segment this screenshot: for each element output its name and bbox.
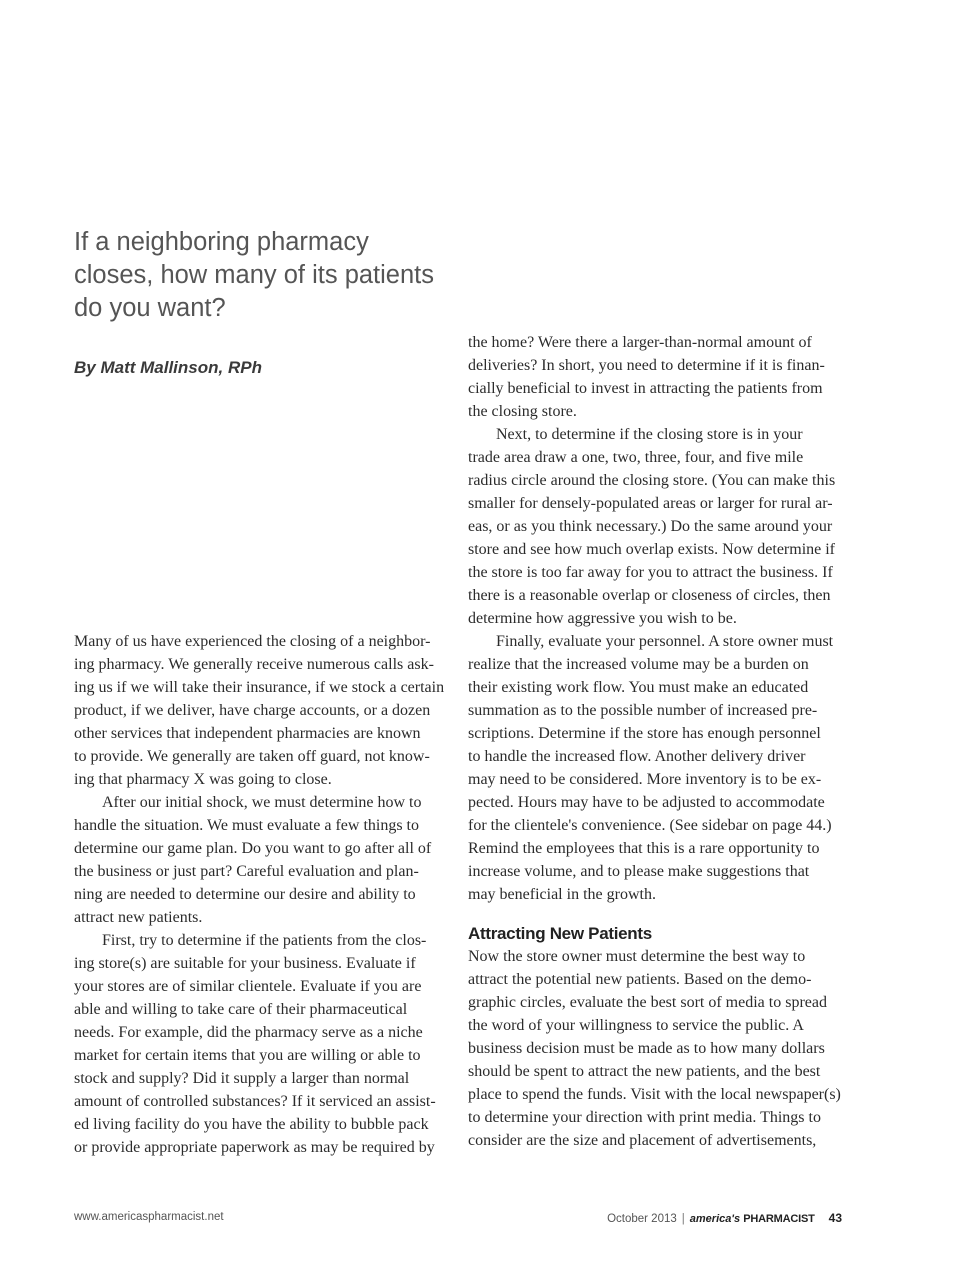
text-line: ning are needed to determine our desire and ability to bbox=[74, 886, 416, 903]
text-line: Now the store owner must determine the best way to bbox=[468, 948, 806, 965]
text-line: graphic circles, evaluate the best sort of media to spread bbox=[468, 994, 827, 1011]
text-line: their existing work flow. You must make an educated bbox=[468, 679, 809, 696]
text-line: should be spent to attract the new patients, and the best bbox=[468, 1063, 821, 1080]
text-line: First, try to determine if the patients from the clos- bbox=[102, 932, 427, 949]
text-line: place to spend the funds. Visit with the local newspaper(s) bbox=[468, 1086, 841, 1103]
body-paragraph bbox=[468, 423, 843, 630]
body-paragraph bbox=[74, 929, 449, 1159]
text-line: able and willing to take care of their pharmaceutical bbox=[74, 1001, 408, 1018]
text-line: to determine your direction with print media. Things to bbox=[468, 1109, 821, 1126]
website-url: www.americaspharmacist.net bbox=[74, 1211, 224, 1223]
issue-date: October 2013 bbox=[607, 1213, 677, 1225]
text-line: realize that the increased volume may be a burden on bbox=[468, 656, 809, 673]
text-line: deliveries? In short, you need to determine if it is finan- bbox=[468, 357, 825, 374]
text-line: or provide appropriate paperwork as may be required by bbox=[74, 1139, 435, 1156]
text-line: Many of us have experienced the closing of a neighbor- bbox=[74, 633, 431, 650]
text-line: ing that pharmacy X was going to close. bbox=[74, 771, 332, 788]
body-paragraph bbox=[74, 791, 449, 929]
text-line: Next, to determine if the closing store is in your bbox=[496, 426, 803, 443]
text-line: stock and supply? Did it supply a larger than normal bbox=[74, 1070, 410, 1087]
headline-line: closes, how many of its patients bbox=[74, 261, 435, 289]
text-line: consider are the size and placement of advertisements, bbox=[468, 1132, 817, 1149]
footer-separator: | bbox=[681, 1213, 685, 1225]
text-line: the closing store. bbox=[468, 403, 577, 420]
text-line: to handle the increased flow. Another delivery driver bbox=[468, 748, 806, 765]
text-line: the business or just part? Careful evaluation and plan- bbox=[74, 863, 419, 880]
text-line: your stores are of similar clientele. Evaluate if you are bbox=[74, 978, 422, 995]
body-paragraph bbox=[468, 630, 843, 906]
body-paragraph bbox=[74, 630, 449, 791]
text-line: trade area draw a one, two, three, four, and five mile bbox=[468, 449, 804, 466]
text-line: attract new patients. bbox=[74, 909, 203, 926]
text-line: for the clientele's convenience. (See sidebar on page 44.) bbox=[468, 817, 832, 834]
magazine-brand-italic: america's bbox=[689, 1213, 741, 1225]
text-line: handle the situation. We must evaluate a few things to bbox=[74, 817, 419, 834]
text-line: the home? Were there a larger-than-normal amount of bbox=[468, 334, 812, 351]
text-line: eas, or as you think necessary.) Do the same around your bbox=[468, 518, 833, 535]
text-line: business decision must be made as to how many dollars bbox=[468, 1040, 825, 1057]
page-footer bbox=[0, 1211, 960, 1231]
text-line: ing store(s) are suitable for your business. Evaluate if bbox=[74, 955, 416, 972]
text-line: determine our game plan. Do you want to go after all of bbox=[74, 840, 432, 857]
text-line: other services that independent pharmacies are known bbox=[74, 725, 421, 742]
text-line: ing pharmacy. We generally receive numerous calls ask- bbox=[74, 656, 434, 673]
text-line: attract the potential new patients. Based on the demo- bbox=[468, 971, 812, 988]
right-column bbox=[468, 331, 843, 1152]
text-line: there is a reasonable overlap or closeness of circles, then bbox=[468, 587, 831, 604]
magazine-brand-bold: PHARMACIST bbox=[743, 1213, 815, 1225]
page-number: 43 bbox=[828, 1211, 842, 1225]
text-line: cially beneficial to invest in attracting the patients from bbox=[468, 380, 823, 397]
text-line: Finally, evaluate your personnel. A store owner must bbox=[496, 633, 834, 650]
text-line: may beneficial in the growth. bbox=[468, 886, 656, 903]
article-byline: By Matt Mallinson, RPh bbox=[74, 358, 262, 377]
text-line: scriptions. Determine if the store has enough personnel bbox=[468, 725, 821, 742]
headline-line: do you want? bbox=[74, 294, 226, 322]
text-line: pected. Hours may have to be adjusted to accommodate bbox=[468, 794, 825, 811]
text-line: amount of controlled substances? If it serviced an assist- bbox=[74, 1093, 436, 1110]
headline-line: If a neighboring pharmacy bbox=[74, 228, 369, 256]
text-line: to provide. We generally are taken off guard, not know- bbox=[74, 748, 430, 765]
left-column bbox=[74, 630, 449, 1159]
text-line: summation as to the possible number of increased pre- bbox=[468, 702, 818, 719]
text-line: the word of your willingness to service the public. A bbox=[468, 1017, 804, 1034]
article-headline bbox=[74, 226, 474, 325]
body-paragraph bbox=[468, 945, 843, 1152]
text-line: radius circle around the closing store. (You can make this bbox=[468, 472, 836, 489]
footer-right bbox=[607, 1211, 842, 1225]
section-subhead: Attracting New Patients bbox=[468, 924, 652, 943]
text-line: ed living facility do you have the ability to bubble pack bbox=[74, 1116, 429, 1133]
text-line: After our initial shock, we must determine how to bbox=[102, 794, 422, 811]
text-line: needs. For example, did the pharmacy serve as a niche bbox=[74, 1024, 423, 1041]
text-line: smaller for densely-populated areas or larger for rural ar- bbox=[468, 495, 833, 512]
text-line: may need to be considered. More inventory is to be ex- bbox=[468, 771, 822, 788]
body-paragraph bbox=[468, 331, 843, 423]
text-line: store and see how much overlap exists. Now determine if bbox=[468, 541, 836, 558]
text-line: ing us if we will take their insurance, if we stock a certain bbox=[74, 679, 445, 696]
text-line: product, if we deliver, have charge accounts, or a dozen bbox=[74, 702, 431, 719]
text-line: increase volume, and to please make suggestions that bbox=[468, 863, 810, 880]
text-line: the store is too far away for you to attract the business. If bbox=[468, 564, 833, 581]
text-line: determine how aggressive you wish to be. bbox=[468, 610, 737, 627]
text-line: market for certain items that you are willing or able to bbox=[74, 1047, 421, 1064]
text-line: Remind the employees that this is a rare opportunity to bbox=[468, 840, 820, 857]
